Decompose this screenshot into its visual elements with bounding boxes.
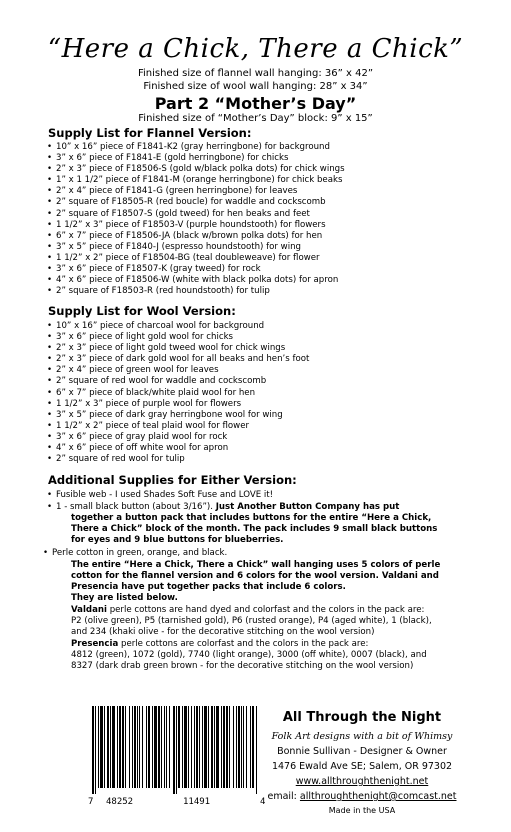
list-item: • 2” x 4” piece of F1841-G (green herringbone) for leaves bbox=[46, 186, 486, 197]
made-in-usa: Made in the USA bbox=[328, 806, 396, 815]
perle-item: • Perle cotton in green, orange, and black. bbox=[42, 548, 492, 559]
list-item: • 1 1/2” x 2” piece of F18504-BG (teal doubleweave) for flower bbox=[46, 253, 486, 264]
button-line-3: There a Chick” block of the month. The pack includes 9 small black buttons bbox=[71, 524, 438, 534]
valdani-line-2: P2 (olive green), P5 (tarnished gold), P6 (rusted orange), P4 (aged white), 1 (black), bbox=[71, 616, 432, 626]
list-item: • 1” x 1 1/2” piece of F1841-M (orange herringbone) for chick beaks bbox=[46, 175, 486, 186]
company-email[interactable]: allthroughthenight@comcast.net bbox=[299, 791, 457, 802]
list-item: • 2” square of F18505-R (red boucle) for waddle and cockscomb bbox=[46, 197, 486, 208]
presencia-line-2: 4812 (green), 1072 (gold), 7740 (light orange), 3000 (off white), 0007 (black), and bbox=[71, 650, 427, 660]
block-size: Finished size of “Mother’s Day” block: 9” x 15” bbox=[138, 113, 373, 124]
list-item: • 4” x 6” piece of off white wool for apron bbox=[46, 443, 486, 454]
list-item: • 4” x 6” piece of F18506-W (white with black polka dots) for apron bbox=[46, 275, 486, 286]
presencia-line-1: Presencia perle cottons are colorfast and the colors in the pack are: bbox=[71, 639, 369, 649]
company-name: All Through the Night bbox=[282, 710, 442, 725]
finished-size-flannel: Finished size of flannel wall hanging: 36” x 42” bbox=[137, 68, 374, 79]
pattern-title: “Here a Chick, There a Chick” bbox=[47, 34, 464, 64]
wool-heading: Supply List for Wool Version: bbox=[48, 304, 236, 318]
list-item: • 3” x 6” piece of gray plaid wool for rock bbox=[46, 432, 486, 443]
valdani-line-3: and 234 (khaki olive - for the decorative stitching on the wool version) bbox=[71, 627, 375, 637]
company-owner: Bonnie Sullivan - Designer & Owner bbox=[277, 746, 447, 757]
finished-size-wool: Finished size of wool wall hanging: 28” x 34” bbox=[143, 81, 368, 92]
list-item: • 3” x 5” piece of F1840-J (espresso houndstooth) for wing bbox=[46, 242, 486, 253]
list-item: • 2” square of red wool for waddle and cockscomb bbox=[46, 376, 486, 387]
list-item: • 10” x 16” piece of F1841-K2 (gray herringbone) for background bbox=[46, 142, 486, 153]
list-item: • 2” x 3” piece of F18506-S (gold w/black polka dots) for chick wings bbox=[46, 164, 486, 175]
button-line-2: together a button pack that includes buttons for the entire “Here a Chick, bbox=[71, 513, 432, 523]
list-item: • 6” x 7” piece of F18506-JA (black w/brown polka dots) for hen bbox=[46, 231, 486, 242]
list-item: • 3” x 6” piece of F1841-E (gold herringbone) for chicks bbox=[46, 153, 486, 164]
perle-line-2: cotton for the flannel version and 6 colors for the wool version. Valdani and bbox=[71, 571, 439, 581]
additional-heading: Additional Supplies for Either Version: bbox=[48, 473, 297, 487]
barcode-digit-check: 4 bbox=[260, 797, 266, 807]
list-item: • 2” x 3” piece of dark gold wool for all beaks and hen’s foot bbox=[46, 354, 486, 365]
flannel-supply-list bbox=[46, 142, 486, 297]
list-item: • 3” x 6” piece of F18507-K (gray tweed) for rock bbox=[46, 264, 486, 275]
list-item: • 2” x 4” piece of green wool for leaves bbox=[46, 365, 486, 376]
list-item: • 2” square of F18507-S (gold tweed) for hen beaks and feet bbox=[46, 209, 486, 220]
list-item: • 10” x 16” piece of charcoal wool for background bbox=[46, 321, 486, 332]
presencia-line-3: 8327 (dark drab green brown - for the decorative stitching on the wool version) bbox=[71, 661, 414, 671]
company-website[interactable]: www.allthroughthenight.net bbox=[295, 776, 429, 787]
company-address: 1476 Ewald Ave SE; Salem, OR 97302 bbox=[271, 761, 453, 772]
barcode bbox=[92, 706, 257, 794]
barcode-digits-left: 48252 bbox=[106, 797, 134, 807]
valdani-line-1: Valdani perle cottons are hand dyed and colorfast and the colors in the pack are: bbox=[71, 605, 425, 615]
list-item: • 1 1/2” x 3” piece of F18503-V (purple houndstooth) for flowers bbox=[46, 220, 486, 231]
list-item: • 3” x 5” piece of dark gray herringbone wool for wing bbox=[46, 410, 486, 421]
company-info bbox=[262, 710, 462, 815]
list-item: • 6” x 7” piece of black/white plaid wool for hen bbox=[46, 388, 486, 399]
perle-line-1: The entire “Here a Chick, There a Chick” wall hanging uses 5 colors of perle bbox=[71, 560, 441, 570]
list-item: • 1 1/2” x 3” piece of purple wool for flowers bbox=[46, 399, 486, 410]
barcode-digit-lead: 7 bbox=[88, 797, 94, 807]
wool-supply-list bbox=[46, 321, 486, 465]
company-email-line: email: allthroughthenight@comcast.net bbox=[267, 791, 457, 802]
button-item: • 1 - small black button (about 3/16”). Just Another Button Company has put bbox=[46, 502, 496, 513]
part-title: Part 2 “Mother’s Day” bbox=[154, 94, 357, 113]
barcode-digits-right: 11491 bbox=[183, 797, 211, 807]
barcode-digits bbox=[88, 797, 266, 811]
list-item: • 3” x 6” piece of light gold wool for chicks bbox=[46, 332, 486, 343]
perle-line-3: Presencia have put together packs that include 6 colors. bbox=[71, 582, 346, 592]
list-item: • 1 1/2” x 2” piece of teal plaid wool for flower bbox=[46, 421, 486, 432]
list-item: • 2” square of red wool for tulip bbox=[46, 454, 486, 465]
list-item: • 2” square of F18503-R (red houndstooth) for tulip bbox=[46, 286, 486, 297]
perle-line-4: They are listed below. bbox=[71, 593, 178, 603]
company-tagline: Folk Art designs with a bit of Whimsy bbox=[271, 731, 453, 742]
fusible-item: • Fusible web - I used Shades Soft Fuse and LOVE it! bbox=[46, 490, 496, 501]
button-line-4: for eyes and 9 blue buttons for blueberries. bbox=[71, 535, 284, 545]
list-item: • 2” x 3” piece of light gold tweed wool for chick wings bbox=[46, 343, 486, 354]
flannel-heading: Supply List for Flannel Version: bbox=[48, 126, 252, 140]
